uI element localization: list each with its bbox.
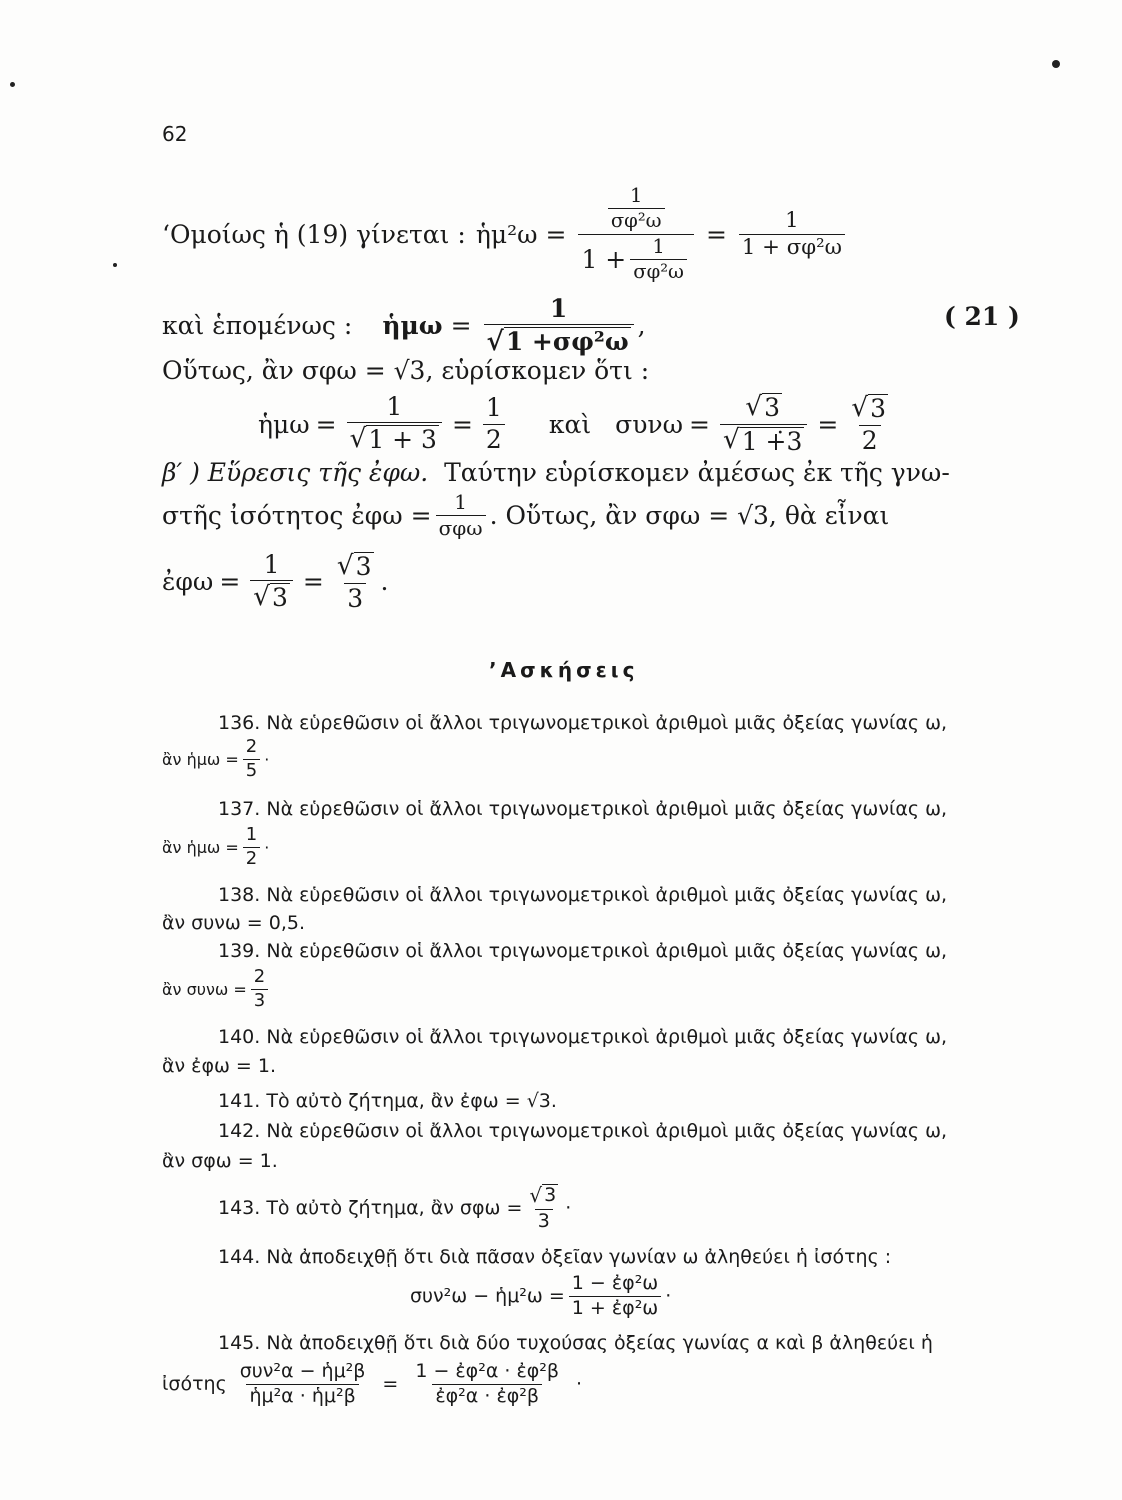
condition-suffix: · [565,1196,572,1219]
exercise-number: 138. [218,884,261,906]
condition-den: 2 [243,847,260,869]
radicand-d: 3 [870,394,886,424]
radicand-a: 1 + 3 [368,425,437,455]
exercise-140 [218,1026,947,1048]
exercise-138 [218,884,947,906]
print-speck [10,82,15,87]
compound-fraction [578,186,694,283]
radicand-c: 1 +̇3 [741,426,803,456]
condition-suffix: · [264,749,270,769]
formula-lhs: συν²ω − ἡμ²ω = [410,1285,565,1308]
formula-prefix: ἰσότης [162,1373,227,1396]
beta-line-2 [162,492,889,539]
fraction-half [483,395,505,453]
beta-line-3: ἐφω = 1 √ 3 = √ 3 3 . [162,550,389,613]
frac-den-b: 2 [483,424,505,453]
exercise-139 [218,940,947,962]
intro-line-1-prefix: ‘Ομοίως ἡ (19) γίνεται : [162,219,466,249]
one-over-sfw [436,492,486,539]
result-num: 1 [785,207,799,233]
exercise-text: Νὰ εὑρεθῶσιν οἱ ἄλλοι τριγωνομετρικοὶ ἀριθμοὶ μιᾶς ὀξείας γωνίας ω, [266,940,948,962]
equals-sign-3: = [450,311,472,341]
equals-sign-9: = [302,567,324,597]
sqrt-sign-8: √ 3 [529,1182,557,1207]
fraction-1-sqrt4 [347,394,442,454]
exercise-number: 145. [218,1332,261,1354]
eq21-num: 1 [549,294,568,323]
sqrt-sign-4: √ 1 +̇3 [722,425,803,456]
frac-num-b: 1 [485,393,502,423]
sqrt-sign-5: √ 3 [851,393,886,424]
equals-sign-8: = [219,567,241,597]
formula-suffix: · [665,1285,672,1308]
exercise-136-condition [162,738,269,781]
frac-den-g: 3 [535,1209,553,1232]
sqrt3-over-3-ex [526,1184,561,1232]
equation-label-21: ( 21 ) [944,302,1020,331]
sqrt-sign: √ 1 +σφ²ω [486,326,629,358]
exercise-text: Νὰ ἀποδειχθῇ ὅτι διὰ δύο τυχούσας ὀξείας γωνίας α καὶ β ἀληθεύει ἡ [266,1332,933,1354]
formula-num: 1 − ἐφ²ω [571,1272,659,1294]
exercise-number: 143. [218,1196,261,1219]
formula-den: 1 + ἐφ²ω [569,1296,661,1319]
hmu-bold: ἡμω [382,311,443,341]
sqrt-sign-6: √ 3 [253,582,288,613]
intro-line-2 [162,296,646,356]
exercise-number: 136. [218,712,261,734]
exercise-text: Νὰ εὑρεθῶσιν οἱ ἄλλοι τριγωνομετρικοὶ ἀριθμοὶ μιᾶς ὀξείας γωνίας ω, [266,712,948,734]
one-plus: 1 + [581,244,627,274]
radicand-f: 3 [355,552,372,581]
sqrt-sign-3: √ 3 [745,391,780,422]
exercise-139-condition [162,968,272,1011]
exercise-143 [218,1184,571,1232]
formula-fraction [569,1274,661,1319]
condition-num: 2 [253,966,266,987]
condition-den: 5 [243,759,260,781]
beta-line-1 [162,458,950,487]
exercise-140-condition: ἂν ἐφω = 1. [162,1055,277,1077]
inner-den: σφ²ω [608,208,665,231]
frac-num-a: 1 [386,392,403,422]
formula-equals: = [382,1373,399,1396]
exercise-text: Νὰ εὑρεθῶσιν οἱ ἄλλοι τριγωνομετρικοὶ ἀριθμοὶ μιᾶς ὀξείας γωνίας ω, [266,1120,948,1142]
exercise-number: 144. [218,1246,261,1268]
radicand-e: 3 [272,583,288,613]
exercise-145 [218,1332,933,1354]
intro-line-1 [162,186,849,283]
one-over-sfw-den: σφω [436,515,486,539]
formula-fraction-1 [237,1362,369,1407]
efw: ἐφω [162,567,214,597]
exercise-number: 139. [218,940,261,962]
beta-label: β′ ) Εὕρεσις τῆς ἐφω. [162,458,429,487]
formula-fraction-2 [412,1362,562,1407]
frac-den-c: 2 [859,425,881,454]
exercise-144-formula [410,1274,671,1319]
equals-sign-4: = [315,409,337,439]
equals-sign-2: = [705,219,727,249]
inner-den-2: σφ²ω [630,259,687,282]
beta-text-1: Ταύτην εὑρίσκομεν ἀμέσως ἐκ τῆς γνω- [444,458,950,487]
condition-fraction [243,738,260,781]
kai-word: καὶ [548,409,592,439]
formula-den-2: ἐφ²α · ἐφ²β [432,1384,542,1407]
eq21-radicand: 1 +σφ²ω [505,327,629,357]
condition-fraction [251,968,268,1011]
fraction-sqrt3-2 [848,394,891,454]
one-over-sfw-num: 1 [454,490,467,514]
formula-num-2: 1 − ἐφ²α · ἐφ²β [415,1360,560,1382]
exercise-number: 137. [218,798,261,820]
eq21-fraction [484,296,634,356]
exercise-text: Νὰ εὑρεθῶσιν οἱ ἄλλοι τριγωνομετρικοὶ ἀριθμοὶ μιᾶς ὀξείας γωνίας ω, [266,798,948,820]
exercise-text: Νὰ ἀποδειχθῇ ὅτι διὰ πᾶσαν ὀξεῖαν γωνίαν ω ἀληθεύει ἡ ἰσότης : [266,1246,892,1268]
exercise-text: Τὸ αὐτὸ ζήτημα, ἂν σφω = [266,1196,523,1219]
inner-num: 1 [629,184,643,207]
formula-den-1: ἡμ²α · ἡμ²β [246,1384,358,1407]
exercise-144 [218,1246,891,1268]
exercise-137-condition [162,826,269,869]
equals-sign-6: = [689,409,710,439]
sqrt-sign-7: √ 3 [336,550,372,581]
exercises-heading: ’Ασκήσεις [489,658,639,682]
hmu-squared: ἡμ²ω [475,219,538,249]
radicand-g: 3 [544,1184,557,1206]
exercise-text: Τὸ αὐτὸ ζήτημα, ἂν ἐφω = √3. [266,1090,557,1112]
equals-sign-5: = [451,409,473,439]
exercise-137 [218,798,947,820]
synw: συνω [615,409,683,439]
beta-text-2-mid: . Οὕτως, ἂν σφω = √3, θὰ εἶναι [489,501,890,530]
comma: , [637,311,646,341]
frac-den-f: 3 [344,583,366,612]
exercise-136 [218,712,947,734]
sqrt3-over-3 [334,552,377,612]
one-over-sqrt3 [250,552,293,612]
condition-prefix: ἂν συνω = [162,979,247,999]
inner-num-2: 1 [652,234,665,258]
condition-fraction [243,826,260,869]
exercise-142 [218,1120,947,1142]
condition-num: 2 [245,736,258,757]
formula-num-1: συν²α − ἡμ²β [239,1360,366,1382]
condition-suffix: · [264,837,270,857]
condition-num: 1 [245,824,258,845]
condition-den: 3 [251,989,268,1011]
intro-line-2-prefix: καὶ ἑπομένως : [162,311,353,341]
page-number: 62 [162,122,188,146]
hmu-plain: ἡμω [258,409,310,439]
beta-text-2-prefix: στῆς ἰσότητος ἐφω = [162,501,432,530]
exercise-138-condition: ἂν συνω = 0,5. [162,912,305,934]
radicand-b: 3 [764,393,780,422]
exercise-number: 141. [218,1090,261,1112]
fraction-sqrt3-sqrt4 [720,393,807,455]
condition-prefix: ἂν ἡμω = [162,749,239,769]
formula-suffix: · [576,1373,583,1396]
exercise-text: Νὰ εὑρεθῶσιν οἱ ἄλλοι τριγωνομετρικοὶ ἀριθμοὶ μιᾶς ὀξείας γωνίας ω, [266,884,948,906]
result-den: 1 + σφ²ω [739,234,845,259]
exercise-text: Νὰ εὑρεθῶσιν οἱ ἄλλοι τριγωνομετρικοὶ ἀριθμοὶ μιᾶς ὀξείας γωνίας ω, [266,1026,948,1048]
print-speck [1052,60,1060,68]
exercise-142-condition: ἂν σφω = 1. [162,1150,278,1172]
exercise-145-formula [162,1362,582,1407]
exercise-141 [218,1090,557,1112]
intro-line-3: Οὕτως, ἂν σφω = √3, εὑρίσκομεν ὅτι : [162,356,650,385]
equals-sign: = [545,219,567,249]
sqrt-sign-2: √ 1 + 3 [349,424,437,455]
intro-line-4 [258,393,895,455]
frac-num-e: 1 [263,550,280,579]
equals-sign-7: = [817,409,839,439]
exercise-number: 140. [218,1026,261,1048]
print-speck [113,263,117,267]
inner-fraction-2 [630,234,687,284]
exercise-number: 142. [218,1120,261,1142]
condition-prefix: ἂν ἡμω = [162,837,239,857]
inner-fraction [608,186,665,232]
result-fraction [739,207,845,260]
